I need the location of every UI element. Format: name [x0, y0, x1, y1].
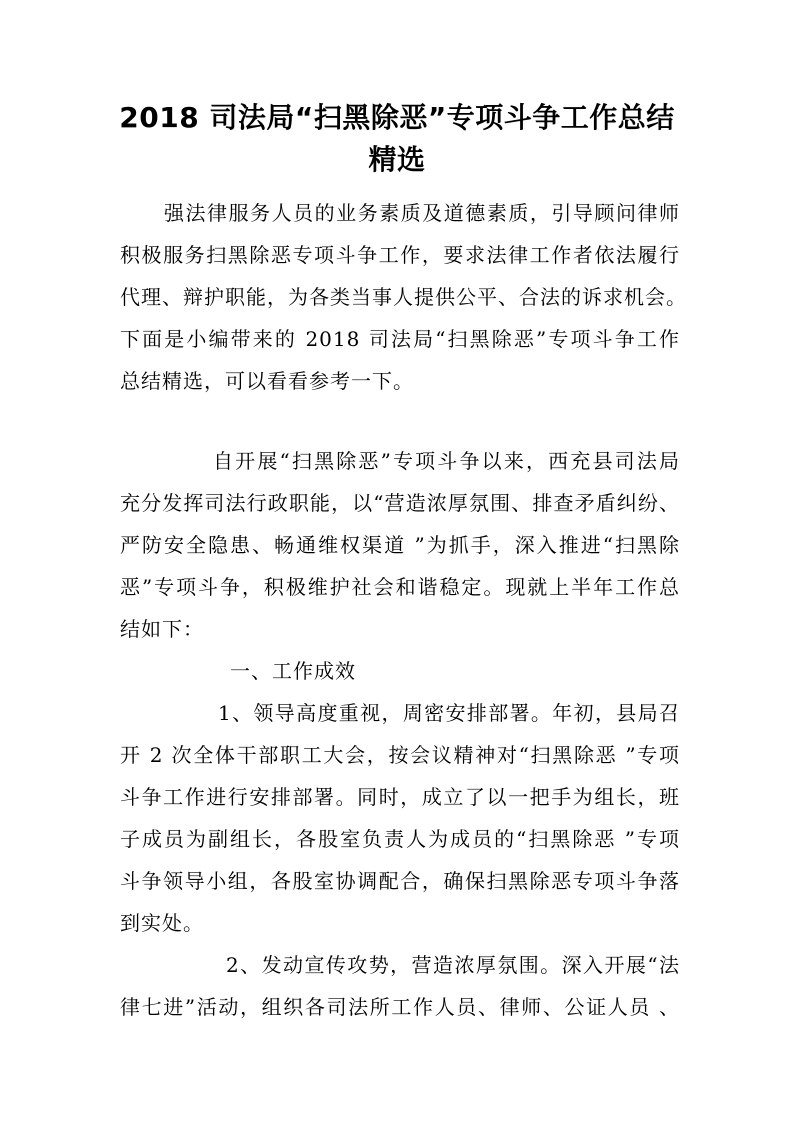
body-line-4: 恶”专项斗争，积极维护社会和谐稳定。现就上半年工作总 — [120, 575, 680, 599]
intro-line-4: 下面是小编带来的 2018 司法局“扫黑除恶”专项斗争工作 — [120, 327, 680, 351]
item1-line-1: 1、领导高度重视，周密安排部署。年初，县局召 — [218, 701, 680, 725]
intro-line-5: 总结精选，可以看看参考一下。 — [120, 369, 414, 393]
intro-line-1: 强法律服务人员的业务素质及道德素质，引导顾问律师 — [164, 201, 680, 225]
body-line-3: 严防安全隐患、畅通维权渠道 ”为抓手，深入推进“扫黑除 — [120, 533, 680, 557]
item1-line-5: 斗争领导小组，各股室协调配合，确保扫黑除恶专项斗争落 — [120, 869, 680, 893]
document-title-line-2: 精选 — [368, 143, 426, 176]
item2-line-2: 律七进”活动，组织各司法所工作人员、律师、公证人员 、 — [120, 995, 680, 1019]
item2-line-1: 2、发动宣传攻势，营造浓厚氛围。深入开展“法 — [226, 953, 680, 977]
body-line-5: 结如下： — [120, 617, 204, 641]
document-title-line-1: 2018 司法局“扫黑除恶”专项斗争工作总结 — [119, 101, 675, 134]
section-heading: 一、工作成效 — [230, 659, 356, 683]
item1-line-4: 子成员为副组长，各股室负责人为成员的“扫黑除恶 ”专项 — [120, 827, 680, 851]
body-line-1: 自开展“扫黑除恶”专项斗争以来，西充县司法局 — [213, 449, 680, 473]
intro-line-3: 代理、辩护职能，为各类当事人提供公平、合法的诉求机会。 — [120, 285, 687, 309]
intro-line-2: 积极服务扫黑除恶专项斗争工作，要求法律工作者依法履行 — [120, 243, 680, 267]
item1-line-6: 到实处。 — [120, 911, 204, 935]
body-line-2: 充分发挥司法行政职能，以“营造浓厚氛围、排查矛盾纠纷、 — [120, 491, 680, 515]
item1-line-3: 斗争工作进行安排部署。同时，成立了以一把手为组长，班 — [120, 785, 680, 809]
item1-line-2: 开 2 次全体干部职工大会，按会议精神对“扫黑除恶 ”专项 — [120, 743, 680, 767]
